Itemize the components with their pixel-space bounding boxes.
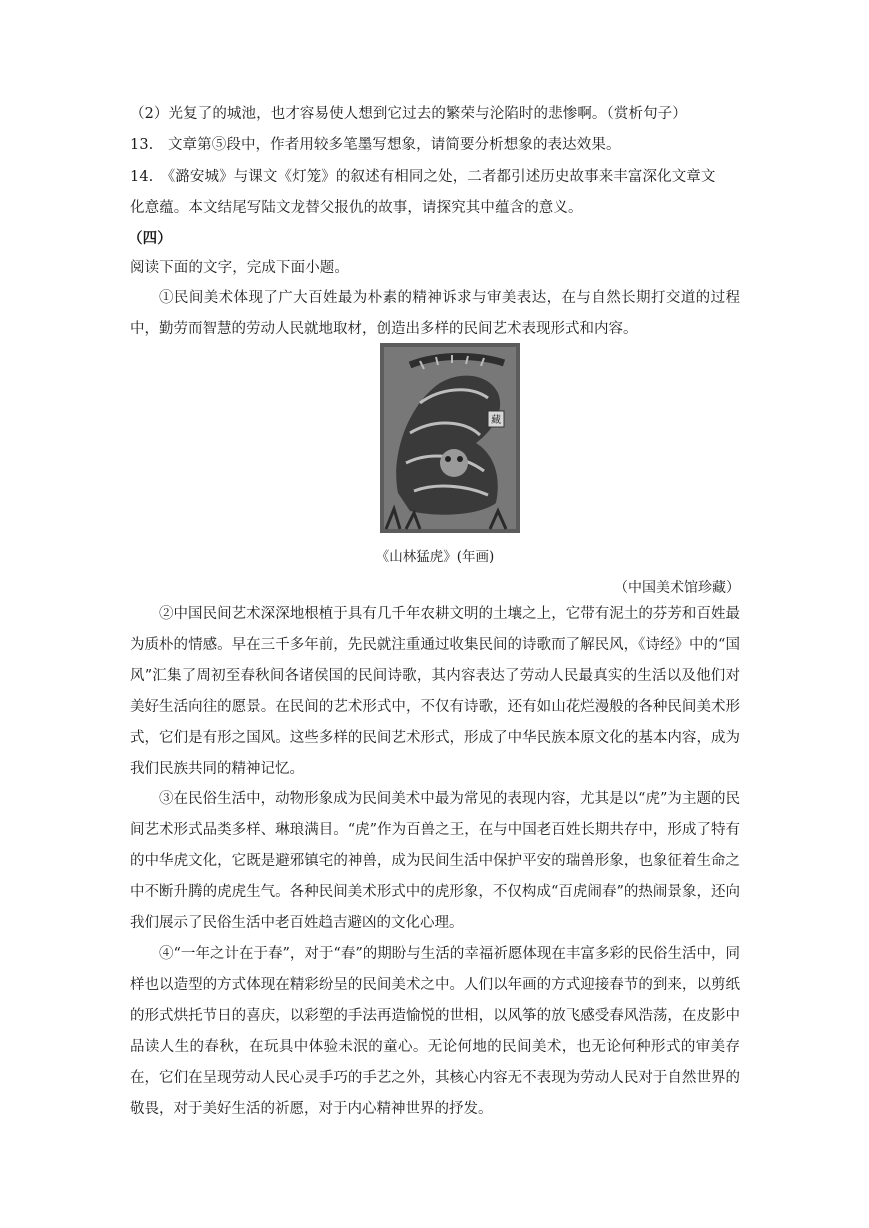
tiger-painting-image [380, 343, 520, 533]
paragraph-2: ②中国民间艺术深深地根植于具有几千年农耕文明的土壤之上，它带有泥土的芬芳和百姓最为质朴的情感。早在三千多年前，先民就注重通过收集民间的诗歌而了解民风，《诗经》中的“国风”汇集了周初至春秋间各诸侯国的民间诗歌，其内容表达了劳动人民最真实的生活以及他们对美好生活向往的愿景。在民间的艺术形式中，不仅有诗歌，还有如山花烂漫般的各种民间美术形式，它们是有形之国风。这些多样的民间艺术形式，形成了中华民族本原文化的基本内容，成为我们民族共同的精神记忆。 [130, 606, 740, 777]
question-14-line-1: 14. 《潞安城》与课文《灯笼》的叙述有相同之处，二者都引述历史故事来丰富深化文章文 [130, 169, 716, 185]
question-12-sub-2: （2）光复了的城池，也才容易使人想到它过去的繁荣与沦陷时的悲惨啊。（赏析句子） [130, 106, 687, 122]
paragraph-3: ③在民俗生活中，动物形象成为民间美术中最为常见的表现内容，尤其是以“虎”为主题的民间艺术形式品类多样、琳琅满目。“虎”作为百兽之王，在与中国老百姓长期共存中，形成了特有的中华虎文化，它既是避邪镇宅的神兽，成为民间生活中保护平安的瑞兽形象，也象征着生命之中不断升腾的虎虎生气。各种民间美术形式中的虎形象，不仅构成“百虎闹春”的热闹景象，还向我们展示了民俗生活中老百姓趋吉避凶的文化心理。 [130, 791, 740, 931]
question-14-line-2: 化意蕴。本文结尾写陆文龙替父报仇的故事，请探究其中蕴含的意义。 [130, 200, 583, 216]
question-13: 13. 文章第⑤段中，作者用较多笔墨写想象，请简要分析想象的表达效果。 [130, 137, 621, 153]
seal-stamp: 藏 [491, 415, 501, 426]
paragraph-4: ④“一年之计在于春”，对于“春”的期盼与生活的幸福祈愿体现在丰富多彩的民俗生活中，同样也以造型的方式体现在精彩纷呈的民间美术之中。人们以年画的方式迎接春节的到来，以剪纸的形式烘托节日的喜庆，以彩塑的手法再造愉悦的世相，以风筝的放飞感受春风浩荡，在皮影中品读人生的春秋，在玩具中体验未泯的童心。无论何地的民间美术，也无论何种形式的审美存在，它们在呈现劳动人民心灵手巧的手艺之外，其核心内容无不表现为劳动人民对于自然世界的敬畏，对于美好生活的祈愿，对于内心精神世界的抒发。 [130, 946, 740, 1117]
tiger-illustration [380, 343, 520, 533]
figure-credit: （中国美术馆珍藏） [614, 580, 740, 596]
section-heading: （四） [128, 230, 172, 247]
reading-instruction: 阅读下面的文字，完成下面小题。 [130, 260, 349, 276]
paragraph-1: ①民间美术体现了广大百姓最为朴素的精神诉求与审美表达，在与自然长期打交道的过程中，勤劳而智慧的劳动人民就地取材，创造出多样的民间艺术表现形式和内容。 [130, 290, 740, 337]
figure-caption: 《山林猛虎》(年画) [375, 549, 495, 565]
